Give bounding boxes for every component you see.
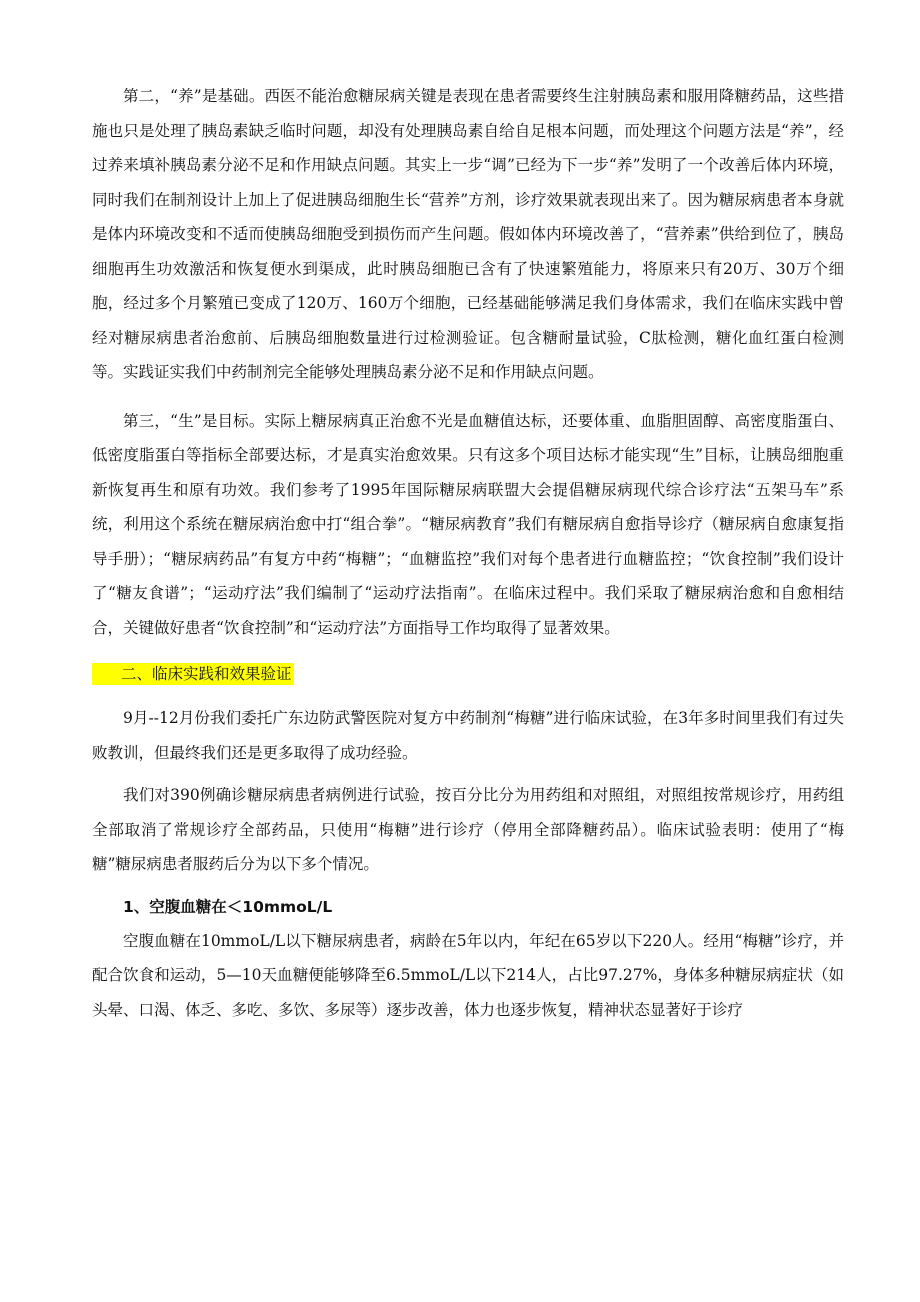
subheading-fasting-glucose: 1、空腹血糖在＜10mmoL/L	[123, 897, 333, 916]
paragraph-clinical-trial-intro: 9月--12月份我们委托广东边防武警医院对复方中药制剂“梅糖”进行临床试验，在3年多时间里我们有过失败教训，但最终我们还是更多取得了成功经验。	[92, 709, 844, 762]
section-title-highlighted: 二、临床实践和效果验证	[92, 663, 294, 685]
paragraph-second-nourish: 第二，“养”是基础。西医不能治愈糖尿病关键是表现在患者需要终生注射胰岛素和服用降糖药品，这些措施也只是处理了胰岛素缺乏临时问题，却没有处理胰岛素自给自足根本问题，而处理这个问题方法是“养”，经过养来填补胰岛素分泌不足和作用缺点问题。其实上一步“调”已经为下一步“养”发明了一个改善后体内环境，同时我们在制剂设计上加上了促进胰岛细胞生长“营养”方剂，诊疗效果就表现出来了。因为糖尿病患者本身就是体内环境改变和不适而使胰岛细胞受到损伤而产生问题。假如体内环境改善了，“营养素”供给到位了，胰岛细胞再生功效激活和恢复便水到渠成，此时胰岛细胞已含有了快速繁殖能力，将原来只有20万、30万个细胞，经过多个月繁殖已变成了120万、160万个细胞，已经基础能够满足我们身体需求，我们在临床实践中曾经对糖尿病患者治愈前、后胰岛细胞数量进行过检测验证。包含糖耐量试验，C肽检测，糖化血红蛋白检测等。实践证实我们中药制剂完全能够处理胰岛素分泌不足和作用缺点问题。	[92, 87, 844, 381]
section-heading	[92, 657, 844, 691]
paragraph-third-regenerate: 第三，“生”是目标。实际上糖尿病真正治愈不光是血糖值达标，还要体重、血脂胆固醇、高密度脂蛋白、低密度脂蛋白等指标全部要达标，才是真实治愈效果。只有这多个项目达标才能实现“生”目标，让胰岛细胞重新恢复再生和原有功效。我们参考了1995年国际糖尿病联盟大会提倡糖尿病现代综合诊疗法“五架马车”系统，利用这个系统在糖尿病治愈中打“组合拳”。“糖尿病教育”我们有糖尿病自愈指导诊疗（糖尿病自愈康复指导手册）；“糖尿病药品”有复方中药“梅糖”；“血糖监控”我们对每个患者进行血糖监控；“饮食控制”我们设计了“糖友食谱”；“运动疗法”我们编制了“运动疗法指南”。在临床过程中。我们采取了糖尿病治愈和自愈相结合，关键做好患者“饮食控制”和“运动疗法”方面指导工作均取得了显著效果。	[92, 411, 844, 637]
document-body	[92, 79, 844, 1027]
paragraph-fasting-glucose-results: 空腹血糖在10mmoL/L以下糖尿病患者，病龄在5年以内，年纪在65岁以下220人。经用“梅糖”诊疗，并配合饮食和运动，5—10天血糖便能够降至6.5mmoL/L以下214人，占比97.27%，身体多种糖尿病症状（如头晕、口渴、体乏、多吃、多饮、多尿等）逐步改善，体力也逐步恢复，精神状态显著好于诊疗	[92, 931, 844, 1019]
paragraph-trial-groups: 我们对390例确诊糖尿病患者病例进行试验，按百分比分为用药组和对照组，对照组按常规诊疗，用药组全部取消了常规诊疗全部药品，只使用“梅糖”进行诊疗（停用全部降糖药品）。临床试验表明：使用了“梅糖”糖尿病患者服药后分为以下多个情况。	[92, 786, 844, 873]
